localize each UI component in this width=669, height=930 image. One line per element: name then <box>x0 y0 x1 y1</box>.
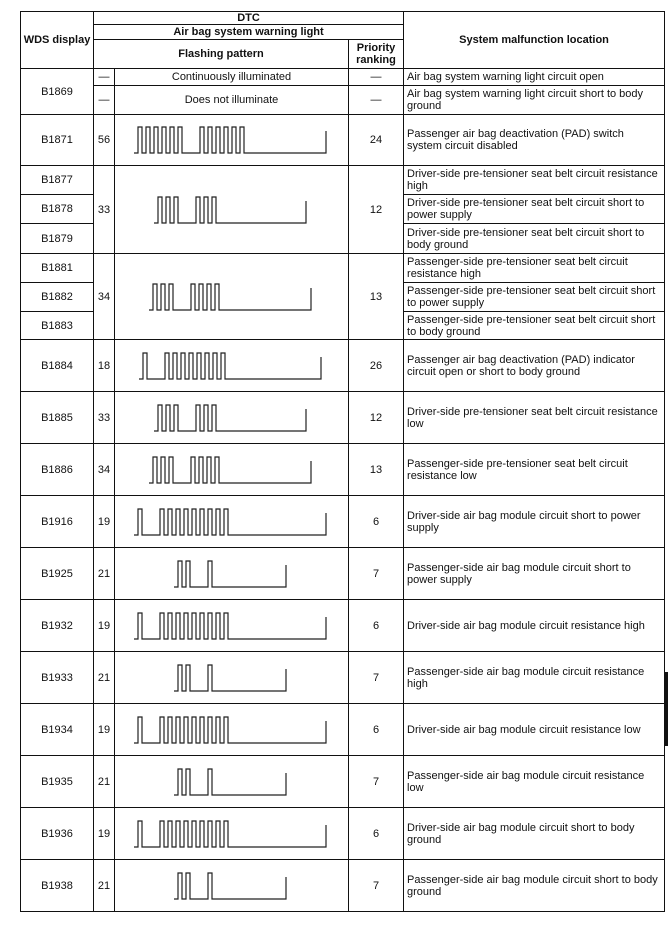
malfunction-location: Passenger-side pre-tensioner seat belt circuit resistance high <box>404 254 665 283</box>
waveform-line <box>134 613 326 639</box>
wds-code: B1882 <box>21 283 94 312</box>
flashing-pattern <box>115 704 349 756</box>
wds-code: B1933 <box>21 652 94 704</box>
wds-display-header: WDS display <box>21 12 94 69</box>
wds-code: B1884 <box>21 340 94 392</box>
priority-ranking: 7 <box>349 860 404 912</box>
malfunction-location: Driver-side pre-tensioner seat belt circuit resistance low <box>404 392 665 444</box>
flash-count: 18 <box>94 340 115 392</box>
wds-code: B1886 <box>21 444 94 496</box>
waveform-line <box>174 665 286 691</box>
flashing-pattern-waveform <box>152 193 312 227</box>
location-header: System malfunction location <box>404 12 665 69</box>
waveform-line <box>134 509 326 535</box>
malfunction-location: Passenger-side pre-tensioner seat belt circuit resistance low <box>404 444 665 496</box>
flashing-pattern-waveform <box>147 453 317 487</box>
malfunction-location: Air bag system warning light circuit short to body ground <box>404 86 665 115</box>
flash-count: 21 <box>94 548 115 600</box>
page-edge-marker <box>665 672 668 746</box>
flash-count: 19 <box>94 704 115 756</box>
malfunction-location: Passenger-side air bag module circuit short to body ground <box>404 860 665 912</box>
priority-ranking: 13 <box>349 444 404 496</box>
flashing-pattern-waveform <box>132 505 332 539</box>
waveform-line <box>174 769 286 795</box>
priority-ranking: 6 <box>349 496 404 548</box>
wds-code: B1878 <box>21 195 94 224</box>
flashing-pattern <box>115 254 349 340</box>
waveform-line <box>154 197 306 223</box>
malfunction-location: Driver-side air bag module circuit resistance high <box>404 600 665 652</box>
malfunction-location: Driver-side air bag module circuit resistance low <box>404 704 665 756</box>
flashing-pattern <box>115 756 349 808</box>
wds-code: B1877 <box>21 166 94 195</box>
flash-count: — <box>94 86 115 115</box>
flashing-pattern <box>115 600 349 652</box>
priority-ranking: — <box>349 86 404 115</box>
priority-ranking-header: Priority ranking <box>349 40 404 69</box>
malfunction-location: Driver-side air bag module circuit short to power supply <box>404 496 665 548</box>
waveform-line <box>149 284 311 310</box>
wds-code: B1881 <box>21 254 94 283</box>
waveform-line <box>174 561 286 587</box>
waveform-line <box>134 717 326 743</box>
flashing-pattern <box>115 392 349 444</box>
flashing-pattern-waveform <box>172 765 292 799</box>
waveform-line <box>149 457 311 483</box>
wds-code: B1869 <box>21 69 94 115</box>
flashing-pattern-waveform <box>172 557 292 591</box>
priority-ranking: 12 <box>349 166 404 254</box>
waveform-line <box>174 873 286 899</box>
flashing-pattern-waveform <box>172 869 292 903</box>
flashing-pattern-waveform <box>132 609 332 643</box>
priority-ranking: 26 <box>349 340 404 392</box>
malfunction-location: Passenger-side air bag module circuit resistance low <box>404 756 665 808</box>
flashing-pattern-waveform <box>172 661 292 695</box>
priority-ranking: 6 <box>349 704 404 756</box>
wds-code: B1936 <box>21 808 94 860</box>
flashing-pattern <box>115 496 349 548</box>
flashing-pattern-waveform <box>132 817 332 851</box>
priority-ranking: 7 <box>349 548 404 600</box>
malfunction-location: Passenger-side pre-tensioner seat belt circuit short to power supply <box>404 283 665 312</box>
flash-count: 34 <box>94 444 115 496</box>
flashing-pattern-header: Flashing pattern <box>94 40 349 69</box>
priority-ranking: 12 <box>349 392 404 444</box>
flashing-pattern-text: Continuously illuminated <box>115 69 349 86</box>
flashing-pattern <box>115 340 349 392</box>
flashing-pattern-waveform <box>152 401 312 435</box>
priority-ranking: 6 <box>349 600 404 652</box>
wds-code: B1934 <box>21 704 94 756</box>
malfunction-location: Passenger air bag deactivation (PAD) switch system circuit disabled <box>404 115 665 166</box>
priority-ranking: — <box>349 69 404 86</box>
flash-count: 19 <box>94 808 115 860</box>
warning-light-header: Air bag system warning light <box>94 25 404 40</box>
wds-code: B1883 <box>21 312 94 340</box>
malfunction-location: Driver-side pre-tensioner seat belt circuit short to power supply <box>404 195 665 224</box>
dtc-table <box>20 11 665 912</box>
flash-count: 21 <box>94 860 115 912</box>
flashing-pattern-waveform <box>132 123 332 157</box>
malfunction-location: Passenger-side air bag module circuit resistance high <box>404 652 665 704</box>
flashing-pattern <box>115 652 349 704</box>
malfunction-location: Passenger-side pre-tensioner seat belt circuit short to body ground <box>404 312 665 340</box>
priority-ranking: 6 <box>349 808 404 860</box>
wds-code: B1879 <box>21 224 94 254</box>
flashing-pattern-text: Does not illuminate <box>115 86 349 115</box>
flash-count: — <box>94 69 115 86</box>
flash-count: 33 <box>94 166 115 254</box>
waveform-line <box>154 405 306 431</box>
waveform-line <box>134 127 326 153</box>
wds-code: B1938 <box>21 860 94 912</box>
malfunction-location: Driver-side pre-tensioner seat belt circuit short to body ground <box>404 224 665 254</box>
flashing-pattern <box>115 808 349 860</box>
malfunction-location: Air bag system warning light circuit open <box>404 69 665 86</box>
flashing-pattern <box>115 860 349 912</box>
priority-ranking: 7 <box>349 652 404 704</box>
flashing-pattern-waveform <box>147 280 317 314</box>
flashing-pattern <box>115 166 349 254</box>
flashing-pattern-waveform <box>132 713 332 747</box>
priority-ranking: 24 <box>349 115 404 166</box>
priority-ranking: 7 <box>349 756 404 808</box>
wds-code: B1916 <box>21 496 94 548</box>
wds-code: B1932 <box>21 600 94 652</box>
wds-code: B1885 <box>21 392 94 444</box>
flash-count: 21 <box>94 652 115 704</box>
malfunction-location: Passenger-side air bag module circuit short to power supply <box>404 548 665 600</box>
malfunction-location: Driver-side pre-tensioner seat belt circuit resistance high <box>404 166 665 195</box>
flashing-pattern <box>115 548 349 600</box>
dtc-header: DTC <box>94 12 404 25</box>
flash-count: 21 <box>94 756 115 808</box>
flash-count: 19 <box>94 600 115 652</box>
flash-count: 34 <box>94 254 115 340</box>
waveform-line <box>134 821 326 847</box>
wds-code: B1935 <box>21 756 94 808</box>
malfunction-location: Passenger air bag deactivation (PAD) indicator circuit open or short to body ground <box>404 340 665 392</box>
wds-code: B1871 <box>21 115 94 166</box>
flash-count: 33 <box>94 392 115 444</box>
flash-count: 56 <box>94 115 115 166</box>
wds-code: B1925 <box>21 548 94 600</box>
priority-ranking: 13 <box>349 254 404 340</box>
flashing-pattern-waveform <box>137 349 327 383</box>
flash-count: 19 <box>94 496 115 548</box>
flashing-pattern <box>115 444 349 496</box>
waveform-line <box>139 353 321 379</box>
flashing-pattern <box>115 115 349 166</box>
malfunction-location: Driver-side air bag module circuit short to body ground <box>404 808 665 860</box>
